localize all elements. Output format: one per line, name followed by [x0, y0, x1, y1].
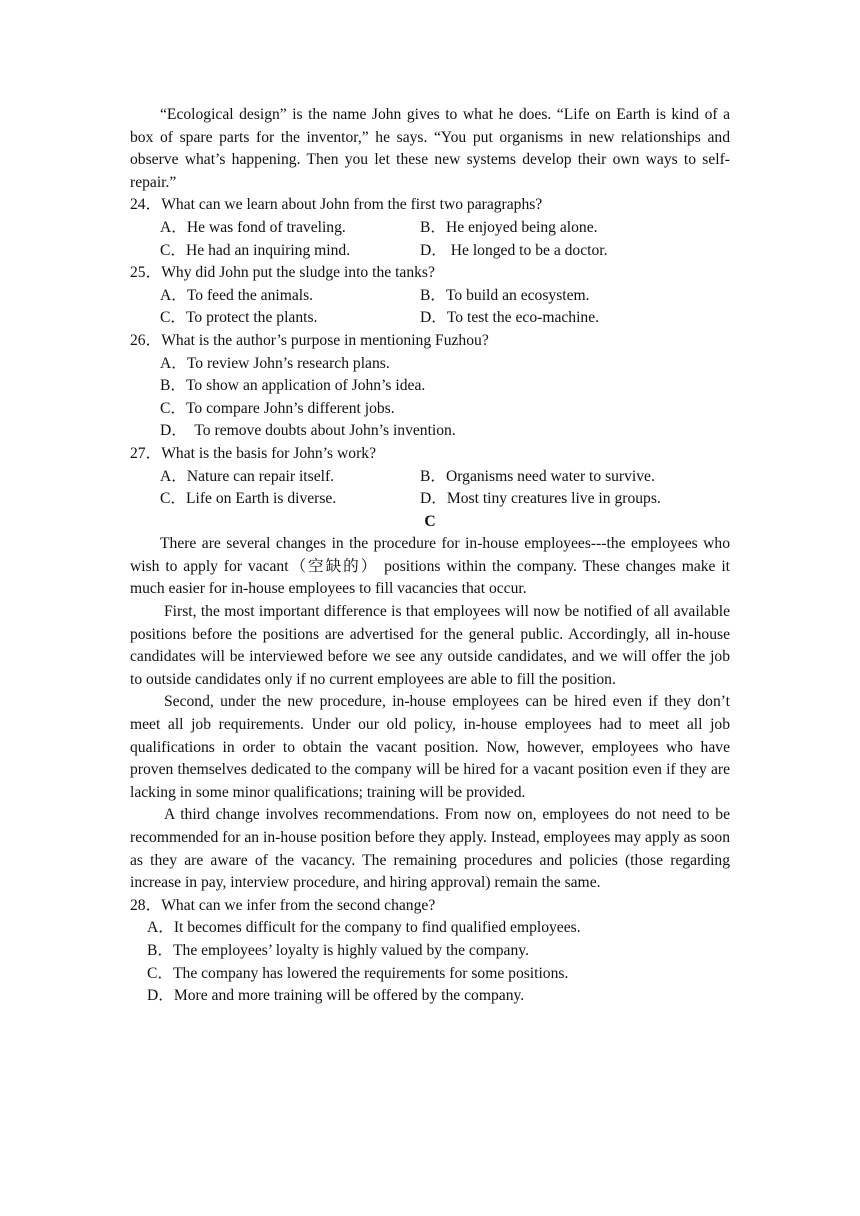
question-27	[130, 443, 730, 511]
option-b: B．He enjoyed being alone.	[420, 218, 598, 236]
question-28	[130, 895, 730, 1008]
option-b: B．To build an ecosystem.	[420, 286, 590, 304]
option-c: C．To protect the plants.	[160, 309, 318, 327]
option-a: A．He was fond of traveling.	[160, 218, 346, 236]
option-c: C．The company has lowered the requirements for some positions.	[147, 964, 569, 982]
question-stem: 24．What can we learn about John from the first two paragraphs?	[130, 196, 543, 214]
question-stem: 26．What is the author’s purpose in mentioning Fuzhou?	[130, 331, 489, 349]
question-stem: 27．What is the basis for John’s work?	[130, 444, 376, 462]
option-a: A．To review John’s research plans.	[160, 354, 390, 372]
question-stem: 28．What can we infer from the second change?	[130, 896, 436, 914]
option-a: A．Nature can repair itself.	[160, 467, 335, 485]
option-d: D．To test the eco-machine.	[420, 309, 600, 327]
option-a: A．To feed the animals.	[160, 286, 314, 304]
option-d: D．Most tiny creatures live in groups.	[420, 490, 661, 508]
section-c-paragraph-2: First, the most important difference is that employees will now be notified of all available positions before the positions are advertised for the general public. Accordingly, all in-house candidates will be interviewed before we see any outside candidates, and we will offer the job to outside candidates only if no current employees are able to fill the position.	[130, 603, 730, 688]
section-heading: C	[424, 512, 436, 530]
question-stem: 25．Why did John put the sludge into the tanks?	[130, 264, 435, 282]
option-d: D． He longed to be a doctor.	[420, 241, 608, 259]
exam-page	[130, 104, 730, 1008]
section-c-paragraph-1: There are several changes in the procedure for in-house employees---the employees who wish to apply for vacant（空缺的） positions within the company. These changes make it much easier for in-house employees to fill vacancies that occur.	[130, 535, 730, 598]
section-c-paragraph-4: A third change involves recommendations. From now on, employees do not need to be recommended for an in-house position before they apply. Instead, employees may apply as soon as they are aware of the vacancy. The remaining procedures and policies (those regarding increase in pay, interview procedure, and hiring approval) remain the same.	[130, 806, 730, 892]
section-c-paragraph-3: Second, under the new procedure, in-house employees can be hired even if they don’t meet all job requirements. Under our old policy, in-house employees had to meet all job qualifications in order to obtain the vacant position. Now, however, employees who have proven themselves dedicated to the company will be hired for a vacant position even if they are lacking in some minor qualifications; training will be provided.	[130, 693, 730, 801]
option-c: C．Life on Earth is diverse.	[160, 490, 337, 508]
question-24	[130, 194, 730, 262]
question-26	[130, 330, 730, 443]
question-25	[130, 262, 730, 330]
passage-b-paragraph: “Ecological design” is the name John gives to what he does. “Life on Earth is kind of a box of spare parts for the inventor,” he says. “You put organisms in new relationships and observe what’s happening. Then you let these new systems develop their own ways to self-repair.”	[130, 106, 730, 191]
option-c: C．He had an inquiring mind.	[160, 241, 351, 259]
option-b: B．Organisms need water to survive.	[420, 467, 655, 485]
option-d: D．More and more training will be offered by the company.	[147, 987, 525, 1005]
option-b: B．To show an application of John’s idea.	[160, 377, 426, 395]
option-d: D． To remove doubts about John’s invention.	[160, 422, 456, 440]
option-b: B．The employees’ loyalty is highly valued by the company.	[147, 941, 529, 959]
option-c: C．To compare John’s different jobs.	[160, 399, 395, 417]
option-a: A．It becomes difficult for the company to find qualified employees.	[147, 919, 581, 937]
